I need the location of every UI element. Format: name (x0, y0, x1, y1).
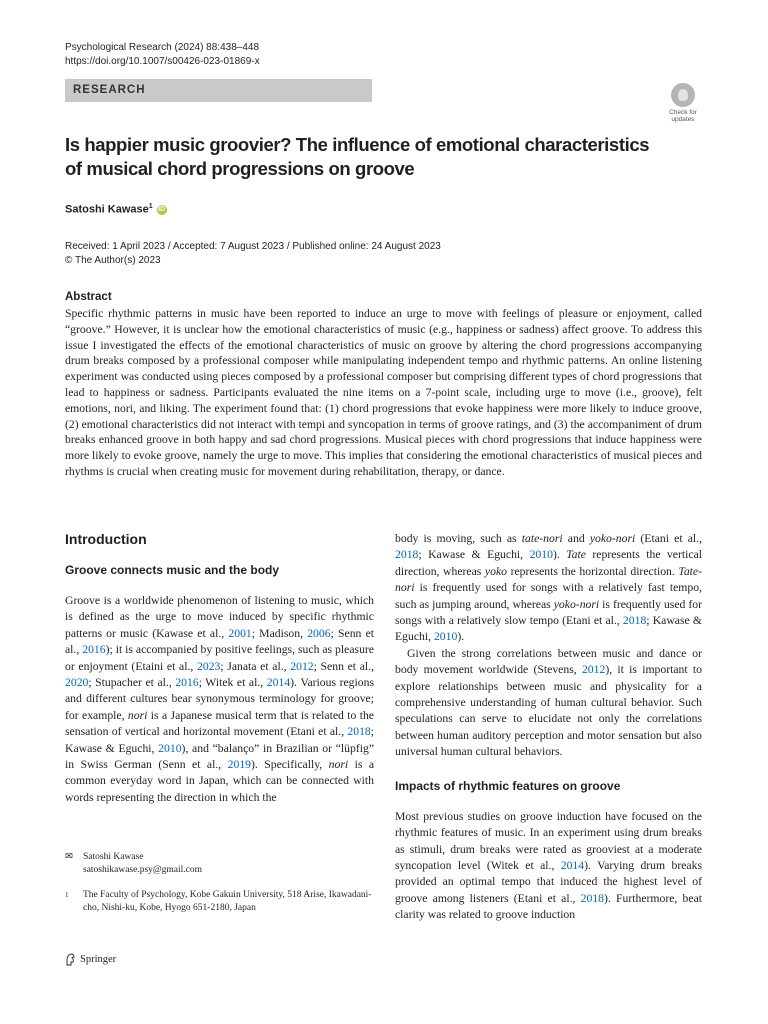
citation-link[interactable]: 2012 (290, 659, 314, 673)
right-column (395, 531, 702, 924)
citation-link[interactable]: 2012 (581, 663, 606, 677)
article-title: Is happier music groovier? The influence of emotional characteristics of musical chord progressions on groove (65, 134, 650, 179)
text-run: is a common everyday word in Japan, which can be connected with words representing the direction in which the (65, 758, 375, 804)
publisher-logo (65, 953, 116, 966)
citation-link[interactable]: 2006 (307, 626, 331, 640)
text-run: body is moving, such as (395, 532, 522, 545)
publication-dates (65, 240, 441, 268)
body-paragraph (395, 646, 702, 761)
text-run: ). Furthermore, beat clarity was related to groove induction (395, 891, 703, 922)
journal-citation: Psychological Research (2024) 88:438–448 (65, 42, 260, 53)
text-run: ); it is accompanied by positive feelings, such as pleasure or enjoyment (Etaini et al., (65, 643, 374, 673)
text-run: ; Witek et al., (198, 676, 267, 690)
italic-term: yoko (484, 564, 507, 578)
text-run: ; Stupacher et al., (88, 676, 176, 690)
body-paragraph (395, 809, 702, 924)
envelope-icon: ✉ (65, 852, 73, 862)
citation-link[interactable]: 2014 (266, 676, 291, 690)
correspondence (65, 851, 374, 877)
text-run: ; Kawase & Eguchi, (418, 548, 530, 562)
author-line (65, 203, 167, 216)
text-run: ; Senn et al., (313, 659, 374, 673)
text-run: ; Kawase & Eguchi, (395, 614, 702, 644)
italic-term: tate-nori (521, 532, 563, 545)
citation-link[interactable]: 2018 (395, 548, 419, 562)
text-run: Given the strong correlations between music and dance or body movement worldwide (Stevens, (395, 646, 702, 677)
article-type-badge: RESEARCH (65, 79, 372, 102)
citation-link[interactable]: 2014 (560, 858, 585, 872)
body-paragraph (65, 593, 374, 806)
citation-link[interactable]: 2010 (529, 548, 553, 562)
check-updates-icon (671, 83, 695, 107)
italic-term: Tate-nori (395, 564, 702, 595)
italic-term: Tate (566, 548, 586, 562)
text-run: ; Madison, (251, 626, 308, 640)
text-run: represents the horizontal direction. (506, 564, 679, 578)
affiliation-text: The Faculty of Psychology, Kobe Gakuin University, 518 Arise, Ikawadani-cho, Nishi-ku, Kobe, Hyogo 651-2180, Japan (83, 890, 372, 913)
text-run: ). Specifically, (251, 758, 329, 772)
check-updates-label: Check for updates (669, 109, 697, 123)
text-run: (Etani et al., (635, 532, 702, 545)
text-run: ). (457, 630, 465, 644)
abstract-text: Specific rhythmic patterns in music have been reported to induce an urge to move with feelings of pleasure or enjoyment, called “groove.” However, it is unclear how the emotional characteristics of music (e.g., happiness or sadness) affect groove. To address this issue I investigated the effects of the emotional characteristics of music on groove by altering the chord progressions accompanying drum breaks composed by a professional composer while manipulating independent tempo and rhythmic patterns. An online listening experiment was conducted using pieces composed by a professional composer but comprising different types of chord progressions that lead to happiness or sadness. Participants evaluated the nine items on a 7-point scale, including urge to move (i.e., groove), felt emotions, nori, and liking. The experiment found that: (1) chord progressions that evoke happiness were more likely to induce groove, (2) emotional characteristics did not interact with tempi and syncopation in terms of groove ratings, and (3) the accompaniment of drum breaks enhanced groove in both happy and sad chord progressions. Musical pieces with chord progressions that induce happiness were more likely to evoke groove, namely the urge to move. This implies that considering the emotional characteristics of musical pieces and rhythms is crucial when creating music for movement during rehabilitation, therapy, or dance. (65, 307, 702, 478)
citation-link[interactable]: 2016 (82, 643, 106, 657)
text-run: ; Senn et al., (65, 626, 375, 657)
text-run: ; Kawase & Eguchi, (65, 725, 374, 755)
left-column (65, 531, 374, 806)
text-run: represents the vertical direction, whereas (395, 548, 702, 578)
footnote (65, 851, 374, 915)
citation-link[interactable]: 2018 (622, 614, 647, 628)
text-run: Most previous studies on groove induction have focused on the rhythmic features of music. In an experiment using drum breaks as stimuli, drum breaks were rated as grooviest at a moderate syncopation level (Witek et al., (395, 809, 702, 872)
citation-link[interactable]: 2016 (175, 676, 199, 690)
section-heading-introduction: Introduction (65, 531, 147, 547)
doi-link[interactable]: https://doi.org/10.1007/s00426-023-01869-x (65, 56, 260, 67)
italic-term: yoko-nori (589, 532, 636, 545)
author-affil-mark: 1 (148, 203, 153, 210)
text-run: ), it is important to explore relationships between music and physicality for a comprehensive understanding of human cultural behavior. Such speculations can serve to elucidate not only the correlations between human auditory perception and motor sensation but also universal human cultural behaviors. (395, 663, 703, 759)
copyright-line: © The Author(s) 2023 (65, 255, 161, 266)
citation-link[interactable]: 2018 (347, 725, 371, 739)
author-name[interactable]: Satoshi Kawase (65, 203, 149, 216)
affiliation (65, 889, 374, 915)
body-paragraph (395, 531, 702, 646)
orcid-icon[interactable]: iD (158, 205, 166, 213)
text-run: ; Janata et al., (220, 659, 291, 673)
citation-link[interactable]: 2020 (65, 676, 89, 690)
subsection-heading: Impacts of rhythmic features on groove (395, 778, 621, 793)
check-for-updates-button[interactable] (664, 83, 702, 123)
italic-term: yoko-nori (553, 597, 600, 611)
italic-term: nori (127, 708, 148, 722)
citation-link[interactable]: 2019 (227, 758, 251, 772)
text-run: is frequently used for songs with a relatively fast tempo, such as jumping around, whereas (395, 581, 702, 611)
citation-link[interactable]: 2023 (196, 659, 221, 673)
text-run: ). Various regions and different cultures bear synonymous terminology for groove; for example, (65, 676, 374, 722)
citation-link[interactable]: 2010 (158, 741, 182, 755)
text-run: ). (552, 548, 567, 562)
italic-term: nori (328, 758, 349, 772)
text-run: is a Japanese musical term that is related to the sensation of vertical and horizontal movement (Etani et al., (65, 708, 374, 739)
citation-link[interactable]: 2010 (433, 630, 458, 644)
text-run: ), and “balanço” in Brazilian or “lüpfig” in Swiss German (Senn et al., (65, 741, 375, 772)
text-run: Groove is a worldwide phenomenon of listening to music, which is defined as the urge to move induced by specific rhythmic patterns or music (Kawase et al., (65, 594, 374, 640)
subsection-heading: Groove connects music and the body (65, 563, 280, 577)
corresponding-author-name: Satoshi Kawase (83, 852, 144, 862)
corresponding-author-email[interactable]: satoshikawase.psy@gmail.com (83, 865, 203, 875)
abstract-heading: Abstract (65, 291, 112, 303)
text-run: is frequently used for songs with a relatively slow tempo (Etani et al., (395, 597, 702, 628)
dates-line: Received: 1 April 2023 / Accepted: 7 August 2023 / Published online: 24 August 2023 (65, 241, 441, 252)
citation-link[interactable]: 2018 (580, 891, 604, 905)
publisher-name: Springer (80, 954, 117, 965)
springer-horse-icon (65, 953, 76, 966)
affiliation-mark: 1 (65, 891, 69, 899)
citation-link[interactable]: 2001 (228, 626, 252, 640)
text-run: and (562, 532, 590, 545)
text-run: ). Varying drum breaks provided an optimal tempo that induced the highest level of groove among listeners (Etani et al., (395, 858, 702, 905)
